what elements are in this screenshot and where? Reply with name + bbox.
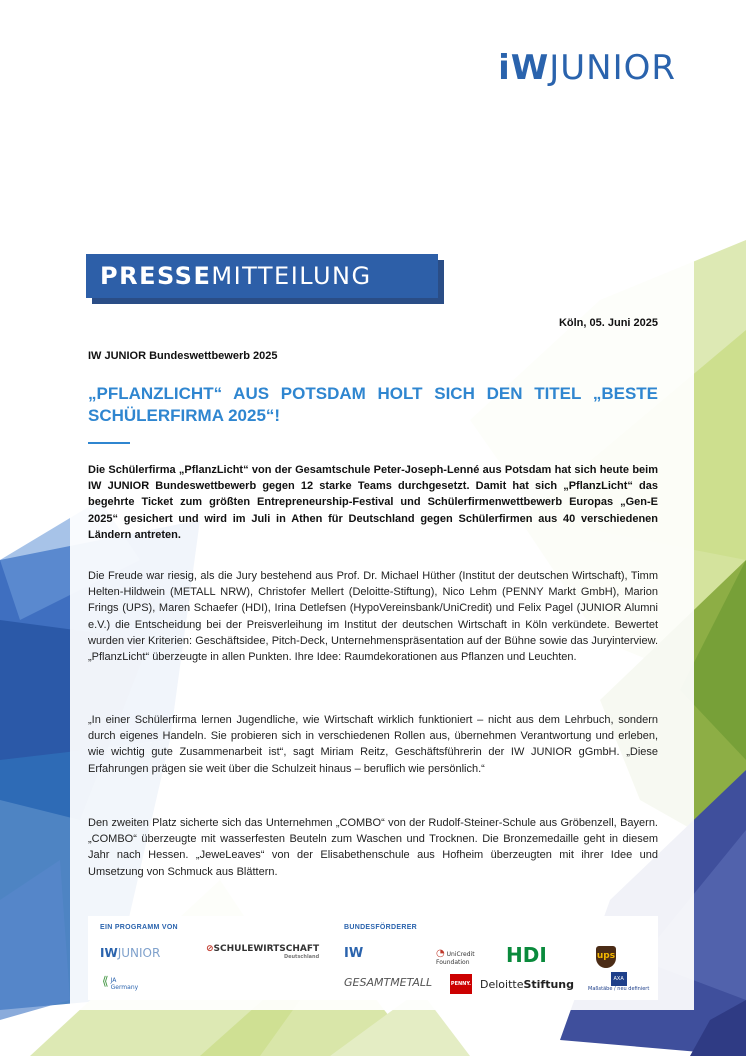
ja-arrows-icon: ⟪ [102,974,109,988]
kicker: IW JUNIOR Bundeswettbewerb 2025 [88,350,278,362]
banner-bold-text: PRESSE [100,262,212,290]
sponsor-logos-strip [88,916,658,1000]
deloitte-name: Deloitte [480,978,524,991]
hdi-logo [506,943,547,967]
ja-germany-logo [102,974,138,991]
iw-institut-logo [344,946,363,961]
banner-light-text: MITTEILUNG [211,262,372,290]
headline-divider [88,442,130,444]
ups-logo [596,946,616,968]
dateline: Köln, 05. Juni 2025 [558,317,658,329]
axa-logo [588,972,649,992]
program-label: EIN PROGRAMM VON [100,924,178,931]
unicredit-icon: ◔ [436,948,445,959]
penny-name: PENNY. [450,981,472,987]
press-release-banner [86,254,438,298]
schulewirtschaft-icon: ⊘ [206,944,214,954]
lead-paragraph: Die Schülerfirma „PflanzLicht“ von der Gesamtschule Peter-Joseph-Lenné aus Potsdam hat sich heute beim IW JUNIOR Bundeswettbewerb gegen 12 starke Teams durchgesetzt. Damit hat sich „PflanzLicht“ das begehrte Ticket zum größten Entrepreneurship-Festival und Schülerfirmenwettbewerb Europas „Gen-E 2025“ gesichert und wird im Juli in Athen für Deutschland gegen Schülerfirmen aus 40 verschiedenen Ländern antreten. [88,464,658,541]
iw-institut-mark: IW [344,946,364,961]
schulewirtschaft-subtitle: Deutschland [283,954,320,960]
body-paragraph-1: Die Freude war riesig, als die Jury bestehend aus Prof. Dr. Michael Hüther (Institut der deutschen Wirtschaft), Timm Helten-Hildwein (METALL NRW), Christofer Mellert (Deloitte-Stiftung), Nico Lehm (PENNY Markt GmbH), Marion Frings (UPS), Maren Schaefer (HDI), Irina Detlefsen (HypoVereinsbank/UniCredit) und Felix Pagel (JUNIOR Alumni e.V.) die Entscheidung bei der Preisverleihung im Institut der deutschen Wirtschaft in Köln verkündete. Bewertet wurden vier Kriterien: Geschäftsidee, Pitch-Deck, Unternehmenspräsentation auf der Bühne sowie das Juryinterview. „PflanzLicht“ überzeugte in allen Punkten. Ihre Idee: Raumdekorationen aus Pflanzen und Leuchten. [88,570,658,664]
schulewirtschaft-name: SCHULEWIRTSCHAFT [213,944,320,954]
iwjunior-small-iw: IW [100,946,118,960]
gesamtmetall-logo [344,976,432,989]
schulewirtschaft-logo [206,944,319,960]
penny-logo [450,974,472,994]
logo-junior-part: JUNIOR [549,48,676,88]
axa-mark: AXA [611,972,627,986]
deloitte-stiftung-logo [480,978,574,991]
gesamtmetall-name: GESAMTMETALL [344,976,433,989]
unicredit-name: UniCredit Foundation [436,951,475,966]
body-paragraph-2: „In einer Schülerfirma lernen Jugendliche, wie Wirtschaft wirklich funktioniert – nicht aus dem Lehrbuch, sondern durch eigenes Handeln. Sie probieren sich in verschiedenen Rollen aus, übernehmen Verantwortung und erleben, wie wichtig gute Zusammenarbeit ist“, sagt Miriam Reitz, Geschäftsführerin der IW JUNIOR gGmbH. „Diese Erfahrungen prägen sie weit über die Schulzeit hinaus – beruflich wie persönlich.“ [88,714,658,775]
logo-iw-part: iW [498,48,550,88]
ups-name: ups [596,951,616,961]
hdi-name: HDI [506,943,547,967]
iwjunior-small-junior: JUNIOR [117,946,161,960]
headline: „PFLANZLICHT“ AUS POTSDAM HOLT SICH DEN TITEL „BESTE SCHÜLERFIRMA 2025“! [88,384,658,425]
body-paragraph-3: Den zweiten Platz sicherte sich das Unternehmen „COMBO“ von der Rudolf-Steiner-Schule aus Gröbenzell, Bayern. „COMBO“ überzeugte mit wasserfesten Beuteln zum Waschen und Trocknen. Die Bronzemedaille geht in diesem Jahr nach Hessen. „JeweLeaves“ von der Elisabethenschule aus Hofheim überzeugten mit ihrer Idee und Umsetzung von Schmuck aus Blättern. [88,817,658,878]
unicredit-foundation-logo [436,948,476,966]
ja-germany-name: JA Germany [110,976,139,991]
press-release-panel [70,218,694,1010]
iwjunior-small-logo [100,946,160,960]
iw-junior-logo [498,48,676,88]
sponsor-label: BUNDESFÖRDERER [344,924,418,931]
deloitte-stiftung-name: Stiftung [523,978,575,991]
axa-tagline: Maßstäbe / neu definiert [588,986,650,992]
